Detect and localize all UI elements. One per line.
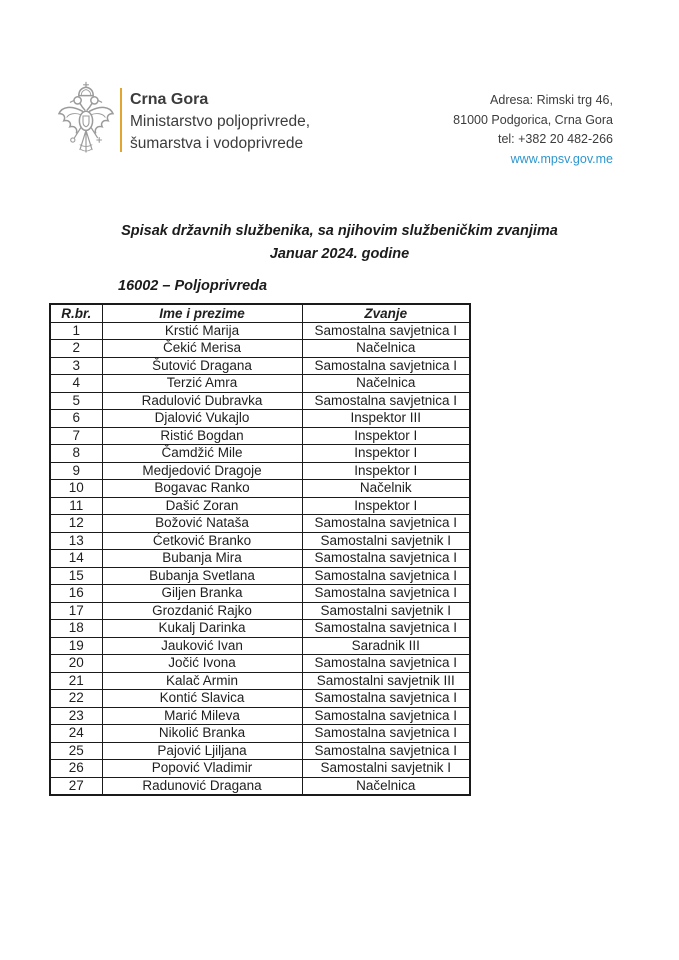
row-number: 20 <box>50 655 102 673</box>
employee-title: Samostalna savjetnica I <box>302 742 470 760</box>
employee-name: Jočić Ivona <box>102 655 302 673</box>
row-number: 13 <box>50 532 102 550</box>
table-row <box>50 445 470 463</box>
table-row <box>50 602 470 620</box>
row-number: 22 <box>50 690 102 708</box>
address-line2: 81000 Podgorica, Crna Gora <box>453 112 613 127</box>
table-row <box>50 725 470 743</box>
org-ministry-line1: Ministarstvo poljoprivrede, <box>130 113 311 130</box>
employee-title: Samostalna savjetnica I <box>302 620 470 638</box>
row-number: 15 <box>50 567 102 585</box>
employee-title: Inspektor III <box>302 410 470 428</box>
row-number: 11 <box>50 497 102 515</box>
row-number: 12 <box>50 515 102 533</box>
employee-name: Djalović Vukajlo <box>102 410 302 428</box>
table-row <box>50 585 470 603</box>
employee-title: Načelnica <box>302 375 470 393</box>
employee-name: Grozdanić Rajko <box>102 602 302 620</box>
table-row <box>50 515 470 533</box>
table-row <box>50 427 470 445</box>
row-number: 19 <box>50 637 102 655</box>
row-number: 1 <box>50 322 102 340</box>
employee-title: Samostalni savjetnik I <box>302 532 470 550</box>
employee-name: Ristić Bogdan <box>102 427 302 445</box>
row-number: 26 <box>50 760 102 778</box>
row-number: 24 <box>50 725 102 743</box>
document-title <box>0 220 679 266</box>
employee-title: Samostalna savjetnica I <box>302 515 470 533</box>
employee-name: Kukalj Darinka <box>102 620 302 638</box>
table-row <box>50 620 470 638</box>
row-number: 6 <box>50 410 102 428</box>
row-number: 3 <box>50 357 102 375</box>
row-number: 25 <box>50 742 102 760</box>
employee-name: Popović Vladimir <box>102 760 302 778</box>
employee-title: Samostalna savjetnica I <box>302 707 470 725</box>
row-number: 14 <box>50 550 102 568</box>
employee-title: Inspektor I <box>302 497 470 515</box>
table-row <box>50 690 470 708</box>
employee-title: Načelnica <box>302 340 470 358</box>
employee-title: Samostalni savjetnik III <box>302 672 470 690</box>
table-row <box>50 462 470 480</box>
table-row <box>50 655 470 673</box>
employee-name: Čamdžić Mile <box>102 445 302 463</box>
document-title-line2: Januar 2024. godine <box>269 246 410 262</box>
employee-name: Kontić Slavica <box>102 690 302 708</box>
row-number: 27 <box>50 777 102 795</box>
employee-name: Božović Nataša <box>102 515 302 533</box>
website-link[interactable]: www.mpsv.gov.me <box>510 151 613 166</box>
table-row <box>50 497 470 515</box>
table-row <box>50 777 470 795</box>
table-row <box>50 532 470 550</box>
employee-name: Šutović Dragana <box>102 357 302 375</box>
employee-title: Samostalna savjetnica I <box>302 725 470 743</box>
employee-name: Marić Mileva <box>102 707 302 725</box>
row-number: 9 <box>50 462 102 480</box>
table-row <box>50 357 470 375</box>
employee-name: Nikolić Branka <box>102 725 302 743</box>
organization-name <box>130 89 310 155</box>
table-row <box>50 392 470 410</box>
employee-title: Načelnica <box>302 777 470 795</box>
employee-title: Inspektor I <box>302 462 470 480</box>
table-row <box>50 637 470 655</box>
table-row <box>50 410 470 428</box>
row-number: 17 <box>50 602 102 620</box>
employee-title: Samostalna savjetnica I <box>302 392 470 410</box>
employee-name: Radunović Dragana <box>102 777 302 795</box>
table-row <box>50 672 470 690</box>
employee-table-body <box>50 322 470 795</box>
table-row <box>50 340 470 358</box>
coat-of-arms-icon <box>56 80 116 170</box>
employee-title: Samostalna savjetnica I <box>302 550 470 568</box>
table-row <box>50 322 470 340</box>
employee-name: Čekić Merisa <box>102 340 302 358</box>
employee-title: Samostalna savjetnica I <box>302 357 470 375</box>
row-number: 2 <box>50 340 102 358</box>
employee-title: Samostalna savjetnica I <box>302 690 470 708</box>
row-number: 5 <box>50 392 102 410</box>
table-row <box>50 760 470 778</box>
employee-name: Medjedović Dragoje <box>102 462 302 480</box>
address-line3: tel: +382 20 482-266 <box>497 132 613 146</box>
employee-title: Samostalni savjetnik I <box>302 602 470 620</box>
row-number: 18 <box>50 620 102 638</box>
employee-title: Inspektor I <box>302 445 470 463</box>
row-number: 7 <box>50 427 102 445</box>
employee-title: Samostalna savjetnica I <box>302 322 470 340</box>
employee-name: Radulović Dubravka <box>102 392 302 410</box>
table-header-row <box>50 304 470 322</box>
table-row <box>50 480 470 498</box>
employee-name: Terzić Amra <box>102 375 302 393</box>
employee-title: Samostalna savjetnica I <box>302 585 470 603</box>
employee-table <box>49 303 471 796</box>
employee-name: Bogavac Ranko <box>102 480 302 498</box>
row-number: 10 <box>50 480 102 498</box>
employee-title: Inspektor I <box>302 427 470 445</box>
address-line1: Adresa: Rimski trg 46, <box>490 93 613 107</box>
column-header-title: Zvanje <box>302 304 470 322</box>
employee-name: Jauković Ivan <box>102 637 302 655</box>
table-row <box>50 707 470 725</box>
document-title-line1: Spisak državnih službenika, sa njihovim službeničkim zvanjima <box>121 223 558 239</box>
row-number: 21 <box>50 672 102 690</box>
employee-name: Bubanja Mira <box>102 550 302 568</box>
org-ministry-line2: šumarstva i vodoprivrede <box>130 135 304 152</box>
letterhead-divider <box>120 88 122 152</box>
address-block <box>453 91 613 169</box>
employee-name: Pajović Ljiljana <box>102 742 302 760</box>
employee-name: Giljen Branka <box>102 585 302 603</box>
employee-name: Kalač Armin <box>102 672 302 690</box>
employee-name: Bubanja Svetlana <box>102 567 302 585</box>
employee-title: Samostalni savjetnik I <box>302 760 470 778</box>
employee-title: Načelnik <box>302 480 470 498</box>
employee-name: Ćetković Branko <box>102 532 302 550</box>
employee-name: Krstić Marija <box>102 322 302 340</box>
org-country: Crna Gora <box>130 91 209 108</box>
section-label: 16002 – Poljoprivreda <box>118 278 268 294</box>
employee-title: Samostalna savjetnica I <box>302 567 470 585</box>
column-header-number: R.br. <box>50 304 102 322</box>
table-row <box>50 567 470 585</box>
table-row <box>50 550 470 568</box>
row-number: 23 <box>50 707 102 725</box>
row-number: 4 <box>50 375 102 393</box>
row-number: 16 <box>50 585 102 603</box>
employee-name: Dašić Zoran <box>102 497 302 515</box>
table-row <box>50 742 470 760</box>
table-row <box>50 375 470 393</box>
employee-title: Samostalna savjetnica I <box>302 655 470 673</box>
column-header-name: Ime i prezime <box>102 304 302 322</box>
row-number: 8 <box>50 445 102 463</box>
employee-title: Saradnik III <box>302 637 470 655</box>
